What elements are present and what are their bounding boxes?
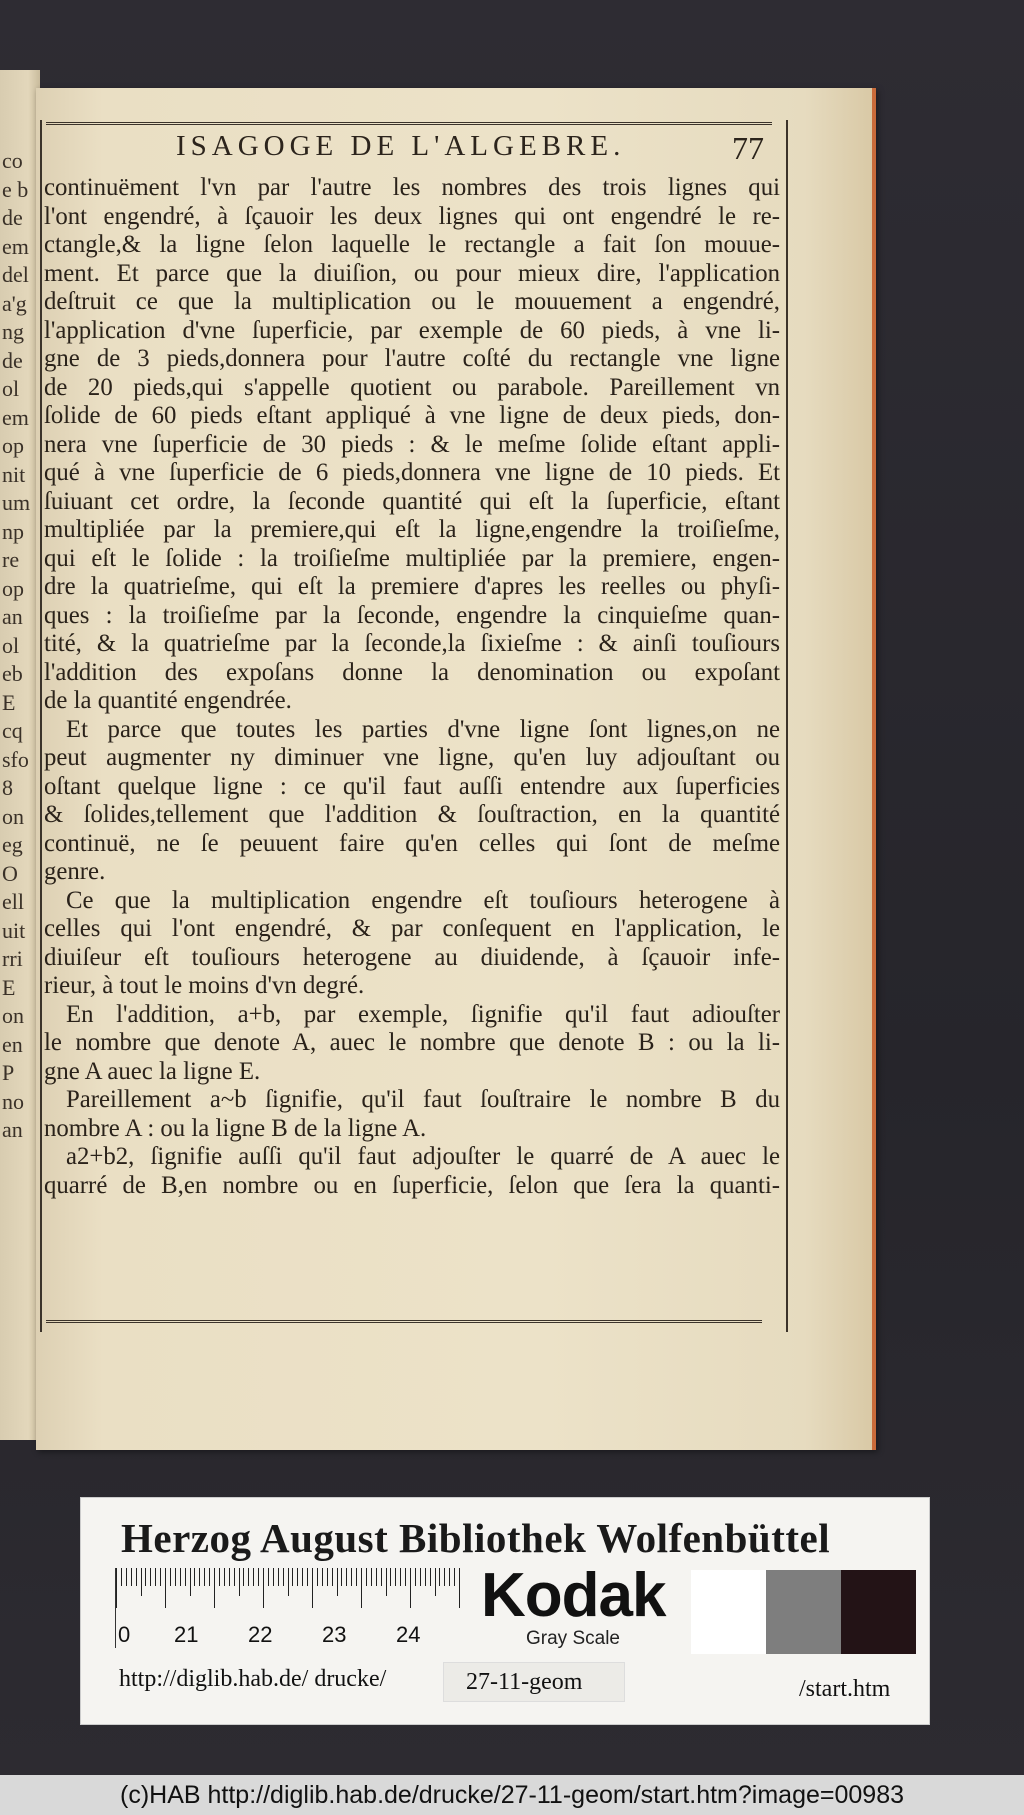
- text-line: deſtruit ce que la multiplication ou le mouuement a engendré,: [44, 288, 780, 315]
- ruler-tick: [341, 1568, 342, 1586]
- ruler-label: 24: [396, 1622, 421, 1647]
- page-body: [44, 174, 780, 1200]
- ruler-tick: [190, 1568, 191, 1596]
- adjacent-page-text: de: [2, 347, 23, 373]
- ruler-tick: [155, 1568, 156, 1586]
- adjacent-page-text: ol: [2, 632, 20, 658]
- text-line: ment. Et parce que la diuiſion, ou pour mieux dire, l'application: [44, 259, 780, 287]
- text-line: peut augmenter ny diminuer vne ligne, qu'en luy adjouſtant ou: [44, 744, 780, 771]
- ruler-tick: [376, 1568, 377, 1586]
- ruler-tick: [283, 1568, 284, 1586]
- adjacent-page-text: de: [2, 205, 23, 230]
- text-line: l'application d'vne ſuperficie, par exemple de 60 pieds, à vne li-: [44, 316, 780, 344]
- adjacent-page-text: on: [2, 1003, 24, 1028]
- ruler-tick: [449, 1568, 450, 1586]
- ruler-tick: [351, 1568, 352, 1586]
- text-line: continuëment l'vn par l'autre les nombres des trois lignes qui: [44, 174, 780, 201]
- adjacent-page-text: E: [2, 974, 16, 1000]
- color-calibration-card: [80, 1497, 930, 1725]
- ruler-tick: [214, 1568, 215, 1608]
- ruler-tick: [425, 1568, 426, 1586]
- scale-ruler: [115, 1568, 461, 1648]
- page-number: 77: [732, 130, 764, 166]
- ruler-label: 22: [248, 1622, 273, 1647]
- ruler-tick: [204, 1568, 205, 1586]
- adjacent-page-text: cq: [2, 718, 23, 743]
- adjacent-page-text: e b: [2, 176, 29, 202]
- text-line: & ſolides,tellement que l'addition & ſouſtraction, en la quantité: [44, 801, 780, 828]
- text-line: le nombre que denote A, auec le nombre que denote B : ou la li-: [44, 1029, 780, 1056]
- ruler-tick: [180, 1568, 181, 1586]
- adjacent-page-text: on: [2, 803, 24, 829]
- book-page: [36, 88, 876, 1450]
- ruler-tick: [145, 1568, 146, 1586]
- text-line: Ce que la multiplication engendre eſt touſiours heterogene à: [66, 886, 780, 914]
- ruler-tick: [317, 1568, 318, 1586]
- ruler-tick: [435, 1568, 436, 1596]
- ruler-tick: [224, 1568, 225, 1586]
- text-line: ques : la troiſieſme par la ſeconde, engendre la cinquieſme quan-: [44, 601, 780, 629]
- text-line: l'addition des expoſans donne la denomination ou expoſant: [44, 658, 780, 686]
- ruler-tick: [307, 1568, 308, 1586]
- adjacent-page-text: sfo: [2, 746, 29, 772]
- ruler-tick: [415, 1568, 416, 1586]
- text-line: Et parce que toutes les parties d'vne ligne ſont lignes,on ne: [66, 715, 780, 743]
- text-line: Pareillement a~b ſignifie, qu'il faut ſouſtraire le nombre B du: [66, 1086, 780, 1113]
- text-line: nera vne ſuperficie de 30 pieds : & le meſme ſolide eſtant appli-: [44, 430, 780, 458]
- text-line: gne de 3 pieds,donnera pour l'autre coſté du rectangle vne ligne: [44, 345, 780, 372]
- adjacent-page-text: eg: [2, 832, 23, 857]
- ruler-tick: [332, 1568, 333, 1586]
- ruler-tick: [131, 1568, 132, 1586]
- adjacent-page-text: ng: [2, 319, 24, 344]
- ruler-tick: [268, 1568, 269, 1586]
- ruler-tick: [459, 1568, 460, 1608]
- ruler-tick: [160, 1568, 161, 1586]
- adjacent-page-text: del: [2, 262, 29, 287]
- ruler-tick: [327, 1568, 328, 1586]
- ruler-tick: [400, 1568, 401, 1586]
- adjacent-page-text: um: [2, 490, 31, 515]
- ruler-tick: [150, 1568, 151, 1586]
- ruler-tick: [239, 1568, 240, 1596]
- text-line: a2+b2, ſignifie auſſi qu'il faut adjouſter le quarré de A auec le: [66, 1143, 780, 1170]
- text-line: oſtant quelque ligne : ce qu'il faut auſſi entendre aux ſuperficies: [44, 772, 780, 800]
- library-name: Herzog August Bibliothek Wolfenbüttel: [121, 1515, 831, 1561]
- text-line: ſuiuant cet ordre, la ſeconde quantité qui eſt la ſuperficie, eſtant: [44, 487, 780, 515]
- ruler-tick: [258, 1568, 259, 1586]
- adjacent-page-text: ol: [2, 376, 20, 401]
- gray-patch-white: [691, 1570, 766, 1654]
- adjacent-page-text: eb: [2, 661, 23, 686]
- ruler-tick: [366, 1568, 367, 1586]
- ruler-label: 0: [118, 1622, 131, 1647]
- adjacent-page-text: nit: [2, 461, 26, 487]
- adjacent-page-text: op: [2, 433, 24, 458]
- text-line: genre.: [44, 858, 106, 885]
- ruler-tick: [410, 1568, 411, 1608]
- text-line: En l'addition, a+b, par exemple, ſignifie qu'il faut adiouſter: [66, 1000, 780, 1028]
- ruler-tick: [288, 1568, 289, 1596]
- adjacent-page-text: co: [2, 148, 23, 173]
- ruler-tick: [346, 1568, 347, 1586]
- adjacent-page-text: an: [2, 1117, 23, 1142]
- ruler-label: 23: [322, 1622, 347, 1647]
- adjacent-page-text: P: [2, 1060, 15, 1085]
- text-line: de la quantité engendrée.: [44, 687, 292, 714]
- text-line: gne A auec la ligne E.: [44, 1057, 261, 1085]
- adjacent-page-text: uit: [2, 917, 26, 943]
- ruler-tick: [454, 1568, 455, 1586]
- ruler-tick: [126, 1568, 127, 1586]
- text-line: dre la quatrieſme, qui eſt la premiere d'apres les reelles ou phyſi-: [44, 573, 780, 600]
- adjacent-page-edge: [0, 70, 40, 1440]
- ruler-tick: [371, 1568, 372, 1586]
- adjacent-page-text: no: [2, 1088, 24, 1114]
- ruler-tick: [430, 1568, 431, 1586]
- kodak-logo: Kodak: [481, 1561, 666, 1630]
- ruler-tick: [185, 1568, 186, 1586]
- url-id: 27-11-geom: [466, 1669, 583, 1695]
- ruler-tick: [175, 1568, 176, 1586]
- ruler-tick: [248, 1568, 249, 1586]
- gray-patch-black: [841, 1570, 916, 1654]
- adjacent-page-text: an: [2, 604, 23, 629]
- adjacent-page-text: em: [2, 404, 29, 430]
- url-id-box: [443, 1662, 625, 1702]
- ruler-tick: [312, 1568, 313, 1608]
- text-line: quarré de B,en nombre ou en ſuperficie, ſelon que ſera la quanti-: [44, 1171, 780, 1199]
- image-caption: (c)HAB http://diglib.hab.de/drucke/27-11-geom/start.htm?image=00983: [0, 1775, 1024, 1815]
- adjacent-page-text: E: [2, 689, 16, 715]
- ruler-tick: [121, 1568, 122, 1586]
- ruler-tick: [297, 1568, 298, 1586]
- ruler-tick: [273, 1568, 274, 1586]
- text-line: continuë, ne ſe peuuent faire qu'en celles qui ſont de meſme: [44, 829, 780, 857]
- ruler-tick: [165, 1568, 166, 1608]
- ruler-tick: [390, 1568, 391, 1586]
- adjacent-page-text: em: [2, 233, 29, 259]
- ruler-tick: [116, 1568, 117, 1608]
- ruler-tick: [170, 1568, 171, 1586]
- running-head: ISAGOGE DE L'ALGEBRE.: [176, 130, 626, 162]
- text-line: celles qui l'ont engendré, & par conſequent en l'application, le: [44, 915, 780, 942]
- ruler-label: 21: [174, 1622, 199, 1647]
- gray-scale-label: Gray Scale: [526, 1628, 620, 1649]
- ruler-tick: [229, 1568, 230, 1586]
- ruler-tick: [420, 1568, 421, 1586]
- url-prefix: http://diglib.hab.de/ drucke/: [119, 1666, 387, 1692]
- adjacent-page-text: 8: [2, 775, 13, 800]
- ruler-tick: [386, 1568, 387, 1596]
- text-line: ſolide de 60 pieds eſtant appliqué à vne ligne de deux pieds, don-: [44, 402, 780, 429]
- ruler-tick: [243, 1568, 244, 1586]
- ruler-tick: [302, 1568, 303, 1586]
- adjacent-page-text: O: [2, 860, 18, 886]
- ruler-tick: [253, 1568, 254, 1586]
- ruler-tick: [395, 1568, 396, 1586]
- text-line: qui eſt le ſolide : la troiſieſme multipliée par la premiere, engen-: [44, 544, 780, 572]
- adjacent-page-text: en: [2, 1031, 23, 1057]
- adjacent-page-text: rri: [2, 946, 23, 971]
- ruler-tick: [337, 1568, 338, 1596]
- text-line: rieur, à tout le moins d'vn degré.: [44, 972, 365, 999]
- ruler-tick: [194, 1568, 195, 1586]
- ruler-tick: [322, 1568, 323, 1586]
- ruler-tick: [263, 1568, 264, 1608]
- text-line: tité, & la quatrieſme par la ſeconde,la ſixieſme : & ainſi touſiours: [44, 630, 780, 657]
- text-line: l'ont engendré, à ſçauoir les deux lignes qui ont engendré le re-: [44, 202, 780, 230]
- ruler-tick: [292, 1568, 293, 1586]
- ruler-tick: [234, 1568, 235, 1586]
- text-line: multipliée par la premiere,qui eſt la ligne,engendre la troiſieſme,: [44, 516, 780, 543]
- ruler-tick: [278, 1568, 279, 1586]
- bottom-rule: [46, 1320, 762, 1323]
- text-line: diuiſeur eſt touſiours heterogene au diuidende, à ſçauoir infe-: [44, 943, 780, 971]
- adjacent-page-text: re: [2, 547, 20, 572]
- adjacent-page-text: np: [2, 518, 24, 544]
- ruler-tick: [356, 1568, 357, 1586]
- ruler-tick: [361, 1568, 362, 1608]
- text-line: de 20 pieds,qui s'appelle quotient ou parabole. Pareillement vn: [44, 373, 780, 401]
- ruler-tick: [141, 1568, 142, 1596]
- adjacent-page-text: ell: [2, 889, 24, 914]
- ruler-tick: [444, 1568, 445, 1586]
- top-rule: [46, 122, 772, 125]
- ruler-tick: [439, 1568, 440, 1586]
- ruler-tick: [219, 1568, 220, 1586]
- ruler-tick: [381, 1568, 382, 1586]
- text-line: qué à vne ſuperficie de 6 pieds,donnera vne ligne de 10 pieds. Et: [44, 459, 780, 486]
- ruler-tick: [199, 1568, 200, 1586]
- ruler-tick: [136, 1568, 137, 1586]
- adjacent-page-text: a'g: [2, 290, 27, 316]
- adjacent-page-text: op: [2, 575, 24, 601]
- text-line: ctangle,& la ligne ſelon laquelle le rectangle a fait ſon mouue-: [44, 231, 780, 258]
- ruler-tick: [209, 1568, 210, 1586]
- ruler-tick: [405, 1568, 406, 1586]
- text-line: nombre A : ou la ligne B de la ligne A.: [44, 1114, 427, 1142]
- url-suffix: /start.htm: [799, 1676, 891, 1702]
- gray-patch-mid: [766, 1570, 841, 1654]
